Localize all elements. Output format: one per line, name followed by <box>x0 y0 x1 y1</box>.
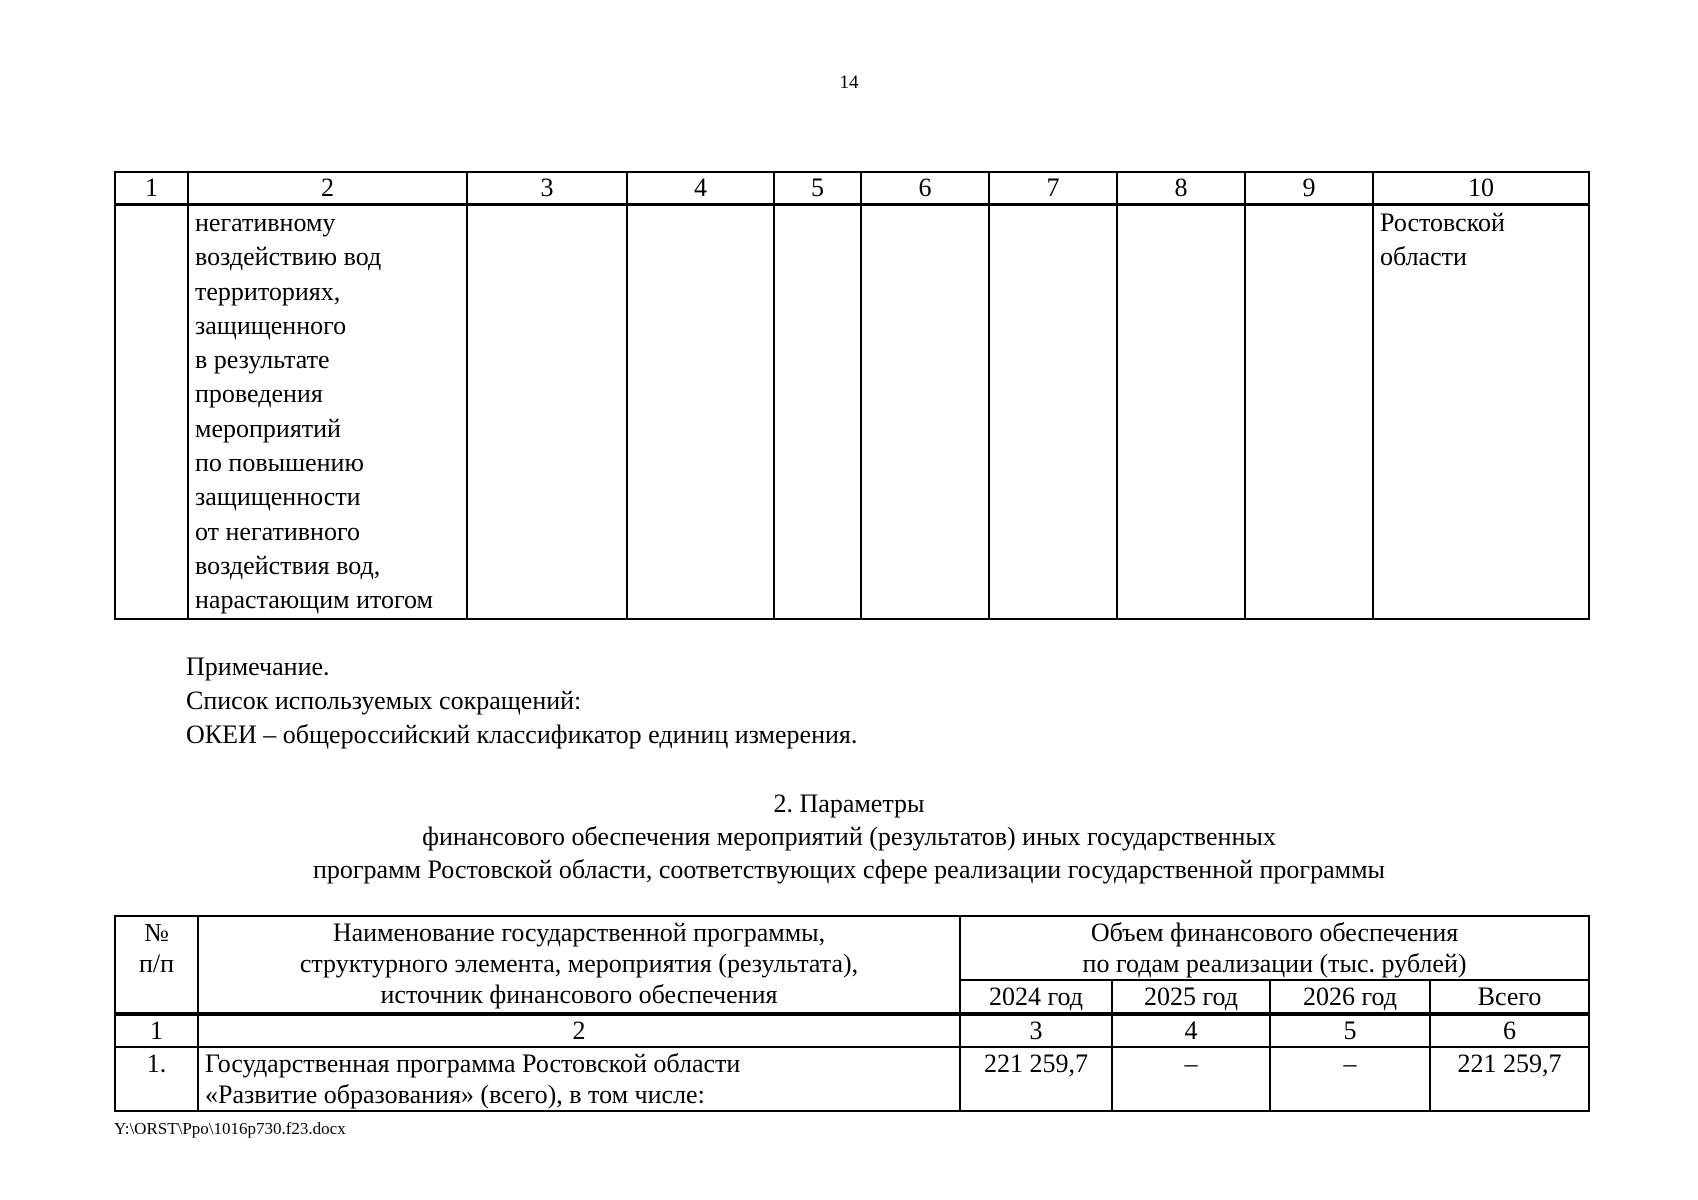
column-number: 9 <box>1245 172 1373 205</box>
section-heading <box>0 787 1698 886</box>
column-number: 5 <box>774 172 861 205</box>
header-name: Наименование государственной программы, структурного элемента, мероприятия (результата), источник финансового обеспечения <box>198 916 960 1014</box>
program-name: Государственная программа Ростовской области «Развитие образования» (всего), в том числе: <box>198 1047 960 1111</box>
text-line: мероприятий <box>195 413 341 443</box>
text-line: защищенного <box>195 310 347 340</box>
indicator-table-continuation <box>114 171 1590 620</box>
text-line: воздействию вод <box>195 242 382 272</box>
table-cell <box>1117 205 1245 619</box>
column-number: 2 <box>188 172 467 205</box>
header-year-2026: 2026 год <box>1270 980 1430 1014</box>
table-cell <box>1245 205 1373 619</box>
column-number-row <box>115 172 1589 205</box>
responsible-cell <box>1373 205 1589 619</box>
header-row <box>115 916 1589 980</box>
financing-table <box>114 915 1590 1112</box>
column-number: 6 <box>861 172 989 205</box>
table-cell <box>774 205 861 619</box>
text-line: нарастающим итогом <box>195 585 433 615</box>
header-volume: Объем финансового обеспечения по годам реализации (тыс. рублей) <box>960 916 1589 980</box>
note-title: Примечание. <box>186 652 330 681</box>
table-cell <box>467 205 627 619</box>
column-number: 2 <box>198 1014 960 1047</box>
heading-line: программ Ростовской области, соответствующих сфере реализации государственной программы <box>312 855 1386 884</box>
table-cell <box>627 205 774 619</box>
column-number: 6 <box>1430 1014 1589 1047</box>
column-number-row <box>115 1014 1589 1047</box>
text-line: по повышению <box>195 448 364 478</box>
table-row <box>115 1047 1589 1111</box>
table-cell <box>989 205 1117 619</box>
value-2026: – <box>1270 1047 1430 1111</box>
column-number: 10 <box>1373 172 1589 205</box>
column-number: 3 <box>467 172 627 205</box>
text-line: от негативного <box>195 516 360 546</box>
header-total: Всего <box>1430 980 1589 1014</box>
column-number: 5 <box>1270 1014 1430 1047</box>
page-number: 14 <box>839 72 859 93</box>
header-year-2024: 2024 год <box>960 980 1112 1014</box>
file-path-footer: Y:\ORST\Ppo\1016p730.f23.docx <box>114 1119 346 1138</box>
column-number: 3 <box>960 1014 1112 1047</box>
note-line: Список используемых сокращений: <box>186 686 582 715</box>
value-2025: – <box>1112 1047 1270 1111</box>
column-number: 8 <box>1117 172 1245 205</box>
row-number: 1. <box>115 1047 198 1111</box>
column-number: 4 <box>627 172 774 205</box>
text-line: области <box>1380 242 1467 272</box>
text-line: защищенности <box>195 482 361 512</box>
text-line: воздействия вод, <box>195 550 381 580</box>
header-number: № п/п <box>115 916 198 1014</box>
value-2024: 221 259,7 <box>960 1047 1112 1111</box>
table-cell <box>115 205 188 619</box>
text-line: негативному <box>195 208 336 237</box>
header-year-2025: 2025 год <box>1112 980 1270 1014</box>
table-row <box>115 205 1589 619</box>
text-line: Ростовской <box>1380 208 1505 237</box>
text-line: территориях, <box>195 276 341 306</box>
column-number: 4 <box>1112 1014 1270 1047</box>
column-number: 1 <box>115 172 188 205</box>
heading-line: 2. Параметры <box>773 789 925 818</box>
notes <box>186 650 857 752</box>
note-line: ОКЕИ – общероссийский классификатор единиц измерения. <box>186 720 858 749</box>
column-number: 1 <box>115 1014 198 1047</box>
column-number: 7 <box>989 172 1117 205</box>
text-line: проведения <box>195 379 323 409</box>
text-line: в результате <box>195 345 330 375</box>
value-total: 221 259,7 <box>1430 1047 1589 1111</box>
indicator-name-cell <box>188 205 467 619</box>
heading-line: финансового обеспечения мероприятий (результатов) иных государственных <box>422 822 1276 851</box>
table-cell <box>861 205 989 619</box>
